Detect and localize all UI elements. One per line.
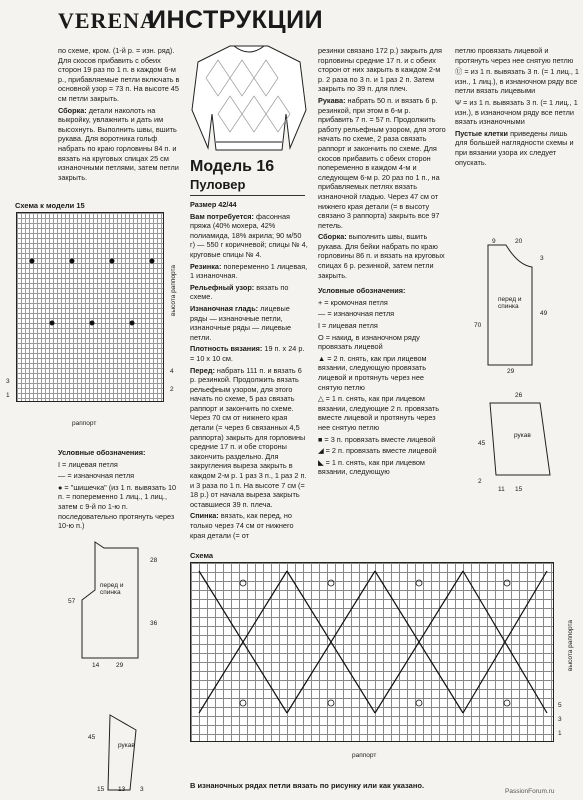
scheme16-bottom-label: раппорт	[352, 752, 377, 759]
divider	[190, 195, 305, 196]
page-title: ИНСТРУКЦИИ	[148, 6, 324, 34]
scheme16-row: 1	[558, 730, 562, 737]
scheme15-vertical-label: высота раппорта	[170, 265, 177, 317]
col3-para1: резинки связано 172 р.) закрыть для горловины средние 17 п. и с обеих сторон от них закрыть в каждом 2-м р. 2 раза по 3 п. и 1 раз 2 п. Затем закрыть по 39 п. для плеч.	[318, 46, 442, 94]
dimension: 29	[116, 662, 124, 669]
column-4-text	[455, 46, 579, 169]
empty-cells: Пустые клетки приведены лишь для большей наглядности схемы и при вязании узора их следует опускать.	[455, 128, 574, 167]
dimension: 57	[68, 598, 76, 605]
dimension: 28	[150, 557, 158, 564]
pattern16-diagram	[470, 235, 580, 515]
scheme15-row: 3	[6, 378, 10, 385]
scheme15-grid	[16, 212, 164, 402]
dimension: 49	[540, 310, 548, 317]
legend-item: О = накид, в изнаночном ряду провязать лицевой	[318, 332, 420, 352]
dimension: 3	[540, 255, 544, 262]
scheme16-grid	[190, 562, 554, 742]
scheme16-caption: Схема	[190, 551, 214, 560]
scheme15-row: 4	[170, 368, 174, 375]
legend-item: — = изнаночная петля	[318, 309, 395, 319]
col1-para2: Сборка: детали наколоть на выкройку, увлажнить и дать им высохнуть. Выполнить швы, вшить рукава. Для воротника гольф набрать по краю горловины 84 п. и вязать на круговых спицах 25 см изнаночными петлями, затем петли закрыть.	[58, 105, 179, 182]
density: Плотность вязания: 19 п. x 24 р. = 10 x 10 см.	[190, 344, 305, 363]
legend-item: ▲ = 2 п. снять, как при лицевом вязании, следующую провязать лицевой и протянуть через нее снятую петлю	[318, 353, 427, 392]
materials: Вам потребуется: фасонная пряжа (40% мохера, 42% полиамида, 18% акрила; 90 м/50 г) — 550 г коричневой; спицы № 4, круговые спицы № 4.	[190, 211, 308, 259]
scheme16-row: 5	[558, 702, 562, 709]
legend-item: + = кромочная петля	[318, 297, 388, 307]
dimension: 2	[478, 478, 482, 485]
dimension: 15	[97, 786, 105, 793]
legend-item: ◢ = 2 п. провязать вместе лицевой	[318, 446, 437, 456]
size: Размер 42/44	[190, 200, 237, 209]
column-1-text	[58, 46, 184, 184]
scheme16-note: В изнаночных рядах петли вязать по рисунку или как указано.	[190, 781, 425, 790]
pattern15-label: перед и спинка	[100, 582, 124, 596]
assembly: Сборка: выполнить швы, вшить рукава. Для бейки набрать по краю горловины 86 п. и вязать на круговых спицах 6 р. резинкой, затем петли закрыть.	[318, 232, 445, 280]
pattern16-sleeve-label: рукав	[514, 432, 531, 439]
rib: Резинка: попеременно 1 лицевая, 1 изнаночная.	[190, 261, 308, 281]
dimension: 14	[92, 662, 100, 669]
sweater-illustration	[190, 40, 308, 155]
scheme16-row: 3	[558, 716, 562, 723]
dimension: 45	[88, 734, 96, 741]
legend-item: ◣ = 1 п. снять, как при лицевом вязании, следующую	[318, 457, 425, 477]
legend-title: Условные обозначения:	[318, 286, 406, 296]
scheme15-caption: Схема к модели 15	[15, 201, 85, 210]
scheme16-vertical-label: высота раппорта	[567, 620, 574, 672]
back: Спинка: вязать, как перед, но только через 74 см от нижнего края детали (= от	[190, 511, 294, 540]
dimension: 45	[478, 440, 486, 447]
legend-item: Ⓤ = из 1 п. вывязать 3 п. (= 1 лиц., 1 изн., 1 лиц.), в изнаночном ряду все петли вязать лицевыми	[455, 67, 579, 96]
dimension: 3	[140, 786, 144, 793]
pattern16-label: перед и спинка	[498, 296, 522, 310]
scheme15-legend: Условные обозначения: I = лицевая петля — = изнаночная петля ● = "шишечка" (из 1 п. вывязать 10 п. = попеременно 1 лиц., 1 лиц., затем с 9-й по 1-ю п. последовательно протянуть через 10-ю п.)	[58, 448, 177, 531]
dimension: 26	[515, 392, 523, 399]
legend-item: I = лицевая петля	[318, 321, 378, 331]
front: Перед: набрать 111 п. и вязать 6 р. резинкой. Продолжить вязать рельефным узором, для этого начать по схеме, 5 раз связать раппорт и закончить по схеме. Через 70 см от нижнего края детали (= через 6 связанных 4,5 раппорта) закрыть для горловины средние 17 п. и обе стороны закончить раздельно. Для закругления выреза закрыть в каждом 2-м р. 1 раз 3 п., 1 раз 2 п. и 3 раза по 1 п. На высоте 7 см (= 18 р.) от начала выреза закрыть оставшиеся 39 п. плеча.	[190, 365, 307, 509]
pattern15-sleeve-label: рукав	[118, 742, 135, 749]
model-type: Пуловер	[190, 177, 246, 192]
purl: Изнаночная гладь: лицевые ряды — изнаночные петли, изнаночные ряды — лицевые петли.	[190, 303, 292, 342]
legend-item: ■ = 3 п. провязать вместе лицевой	[318, 434, 436, 444]
dimension: 70	[474, 322, 482, 329]
dimension: 36	[150, 620, 158, 627]
watermark: PassionForum.ru	[505, 788, 555, 795]
col4-para1: петлю провязать лицевой и протянуть через нее снятую петлю	[455, 46, 574, 65]
scheme15-row: 1	[6, 392, 10, 399]
column-3-text	[318, 46, 446, 479]
column-2-text	[190, 200, 308, 542]
dimension: 13	[118, 786, 126, 793]
dimension: 11	[498, 486, 505, 493]
legend-item: Ψ = из 1 п. вывязать 3 п. (= 1 лиц., 1 изн.), в изнаночном ряду все петли вязать изнаночными	[455, 97, 578, 127]
col1-para1: по схеме, кром. (1-й р. = изн. ряд). Для скосов прибавить с обеих сторон 19 раз по 1 п. в каждом 6-м р., прибавляемые петли включать в основной узор = 73 п. На высоте 45 см петли закрыть.	[58, 46, 180, 103]
scheme15-bottom-label: раппорт	[72, 420, 97, 427]
legend-item: △ = 1 п. снять, как при лицевом вязании, следующие 2 п. провязать вместе лицевой и протянуть через нее снятую петлю	[318, 394, 440, 432]
relief: Рельефный узор: вязать по схеме.	[190, 282, 289, 302]
dimension: 20	[515, 238, 523, 245]
dimension: 15	[515, 486, 523, 493]
model-title: Модель 16	[190, 158, 275, 175]
brand-logo: VERENA	[58, 8, 157, 33]
scheme15-row: 2	[170, 386, 174, 393]
dimension: 29	[507, 368, 515, 375]
dimension: 9	[492, 238, 496, 245]
sleeves: Рукава: набрать 50 п. и вязать 6 р. резинкой, при этом в 6-м р. прибавить 7 п. = 57 п. Продолжить работу рельефным узором, для этого начать по схеме, 2 раза связать раппорт и закончить по схеме. Для скосов прибавить с обеих сторон попеременно в каждом 4-м и следующем 6-м р. 20 раз по 1 п., на прибавляемых петлях вязать изнаночной гладью. Через 47 см от нижнего края детали (= в высоту связано 3 раппорта) закрыть все 97 петель.	[318, 95, 446, 230]
